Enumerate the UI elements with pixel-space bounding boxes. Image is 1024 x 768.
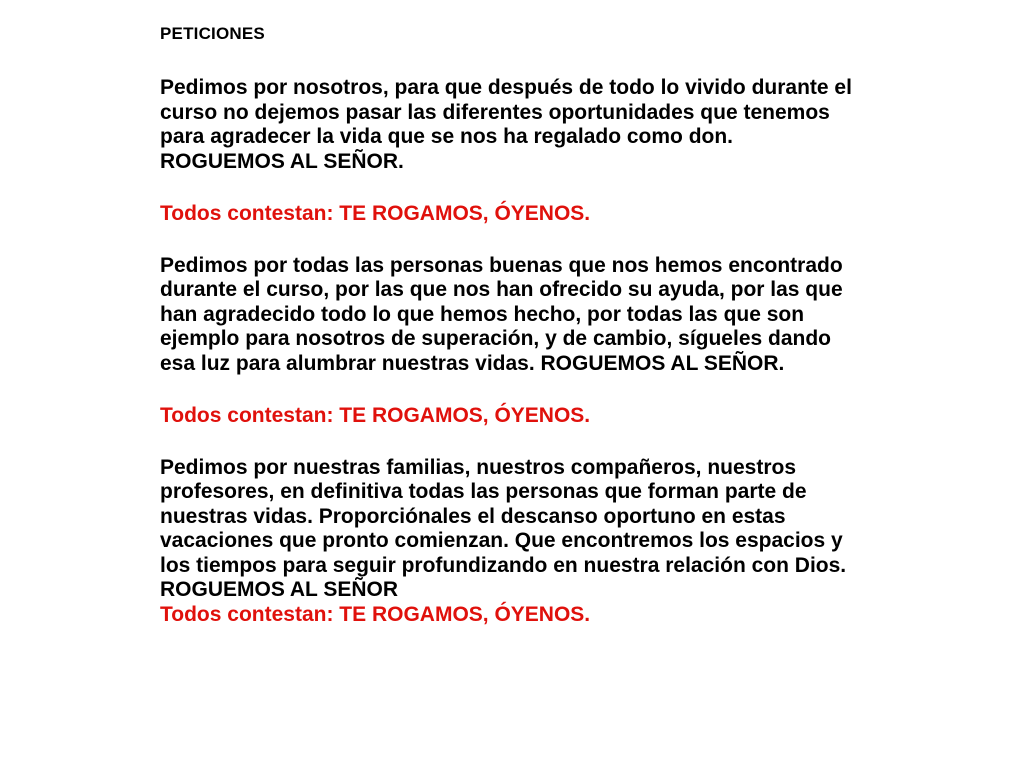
- petition-1: Pedimos por nosotros, para que después de todo lo vivido durante el curso no dejemos pasar las diferentes oportunidades que tenemos para agradecer la vida que se nos ha regalado como don. ROGUEMOS AL SEÑOR.: [160, 76, 852, 173]
- response-2: Todos contestan: TE ROGAMOS, ÓYENOS.: [160, 404, 591, 427]
- petitions-body: [160, 76, 860, 627]
- petition-3: Pedimos por nuestras familias, nuestros compañeros, nuestros profesores, en definitiva todas las personas que forman parte de nuestras vidas. Proporciónales el descanso oportuno en estas vacaciones que pronto comienzan. Que encontremos los espacios y los tiempos para seguir profundizando en nuestra relación con Dios. ROGUEMOS AL SEÑOR: [160, 455, 847, 601]
- response-3: Todos contestan: TE ROGAMOS, ÓYENOS.: [160, 602, 591, 626]
- response-1: Todos contestan: TE ROGAMOS, ÓYENOS.: [160, 202, 591, 225]
- petition-2: Pedimos por todas las personas buenas que nos hemos encontrado durante el curso, por las que nos han ofrecido su ayuda, por las que han agradecido todo lo que hemos hecho, por todas las que son ejemplo para nosotros de superación, y de cambio, sígueles dando esa luz para alumbrar nuestras vidas. ROGUEMOS AL SEÑOR.: [160, 253, 843, 375]
- slide-title: PETICIONES: [160, 24, 265, 43]
